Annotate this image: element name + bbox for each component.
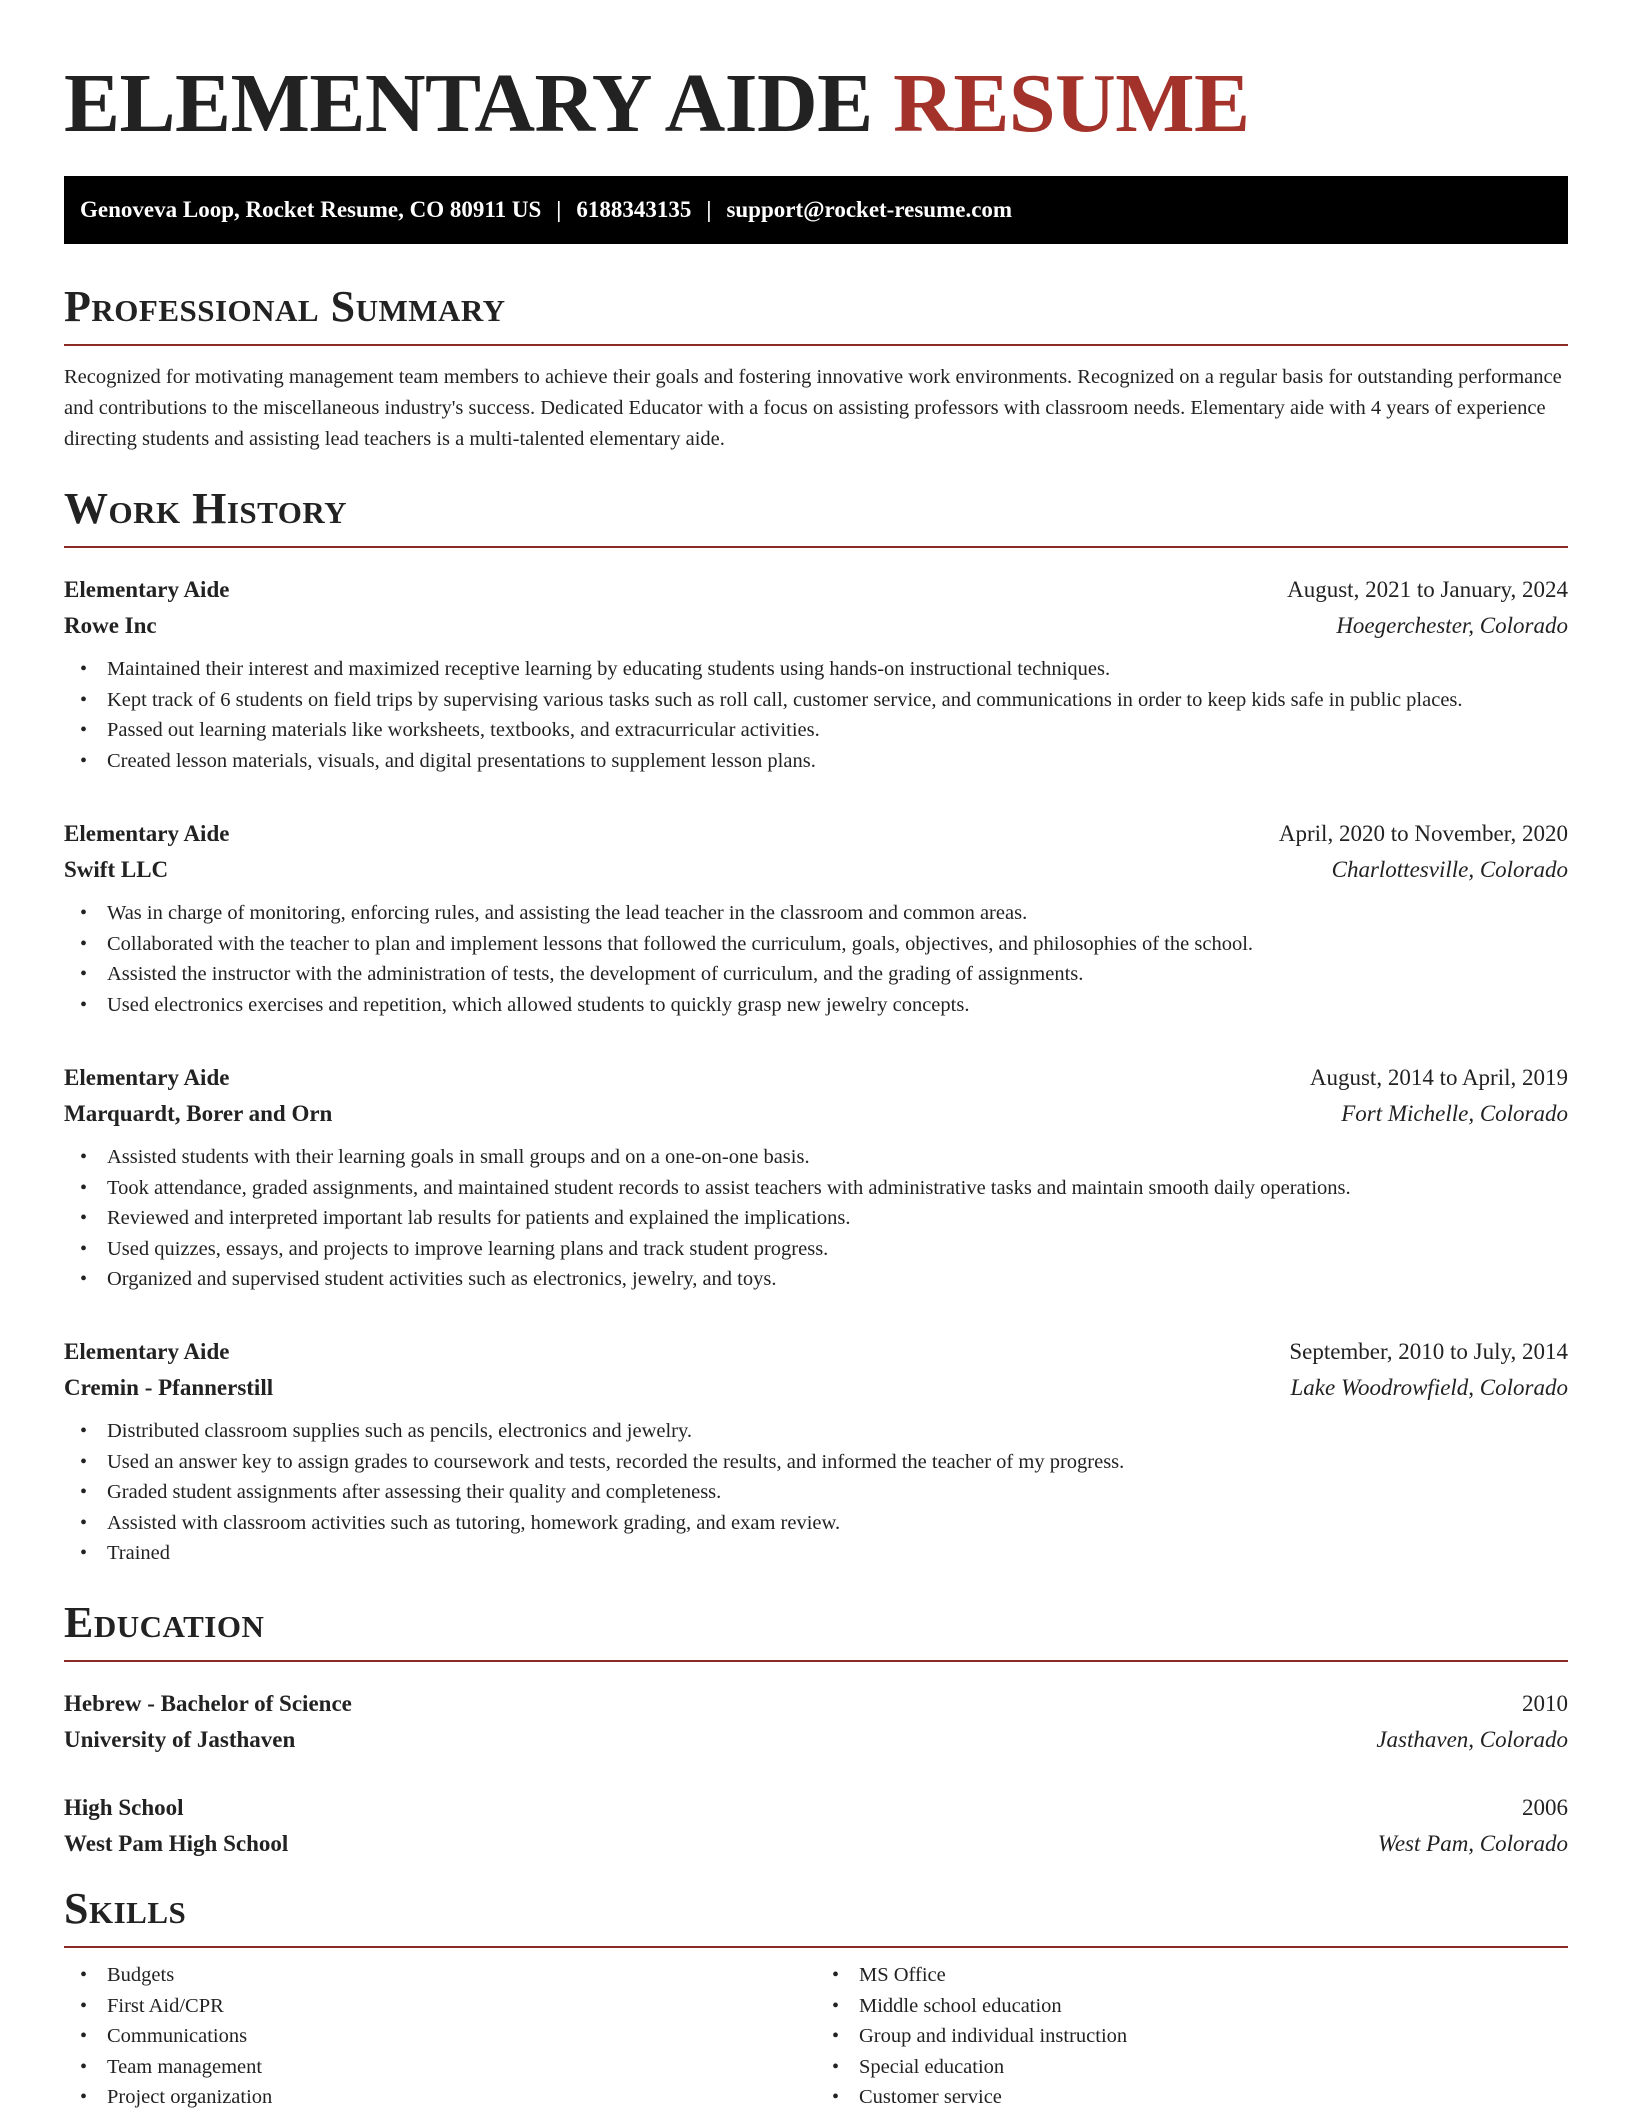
job-bullet: • Used electronics exercises and repetition, which allowed students to quickly grasp new jewelry concepts. (107, 990, 1568, 1021)
job-bullet: • Kept track of 6 students on field trips by supervising various tasks such as roll call, customer service, and communications in order to keep kids safe in public places. (107, 685, 1568, 716)
job-bullet: • Maintained their interest and maximized receptive learning by educating students using hands-on instructional techniques. (107, 654, 1568, 685)
education-year: 2010 (1522, 1691, 1568, 1716)
job-bullet: • Assisted with classroom activities such as tutoring, homework grading, and exam review. (107, 1508, 1568, 1539)
job-dates: April, 2020 to November, 2020 (1278, 821, 1568, 846)
job-bullet: • Took attendance, graded assignments, and maintained student records to assist teachers with administrative tasks and maintain smooth daily operations. (107, 1173, 1568, 1204)
job-company: Cremin - Pfannerstill (64, 1375, 274, 1400)
education-location: West Pam, Colorado (1377, 1831, 1568, 1856)
skill-item: • Middle school education (859, 1991, 1568, 2022)
job-bullet: • Graded student assignments after assessing their quality and completeness. (107, 1477, 1568, 1508)
contact-email: support@rocket-resume.com (726, 197, 1013, 222)
job-bullets (64, 654, 1568, 776)
education-degree: Hebrew - Bachelor of Science (64, 1691, 352, 1716)
education-location: Jasthaven, Colorado (1376, 1727, 1568, 1752)
education-section (64, 1598, 1568, 1662)
job-bullet: • Passed out learning materials like worksheets, textbooks, and extracurricular activities. (107, 715, 1568, 746)
job-bullet: • Assisted students with their learning goals in small groups and on a one-on-one basis. (107, 1142, 1568, 1173)
skill-item: • Team management (107, 2052, 816, 2083)
education-degree: High School (64, 1795, 184, 1820)
job-bullets (64, 898, 1568, 1020)
job-bullets (64, 1142, 1568, 1295)
skill-item: • Group and individual instruction (859, 2021, 1568, 2052)
work-history-heading: Work History (64, 484, 1568, 548)
job-location: Fort Michelle, Colorado (1341, 1101, 1568, 1126)
job-title: Elementary Aide (64, 1339, 230, 1364)
skill-item: • Communications (107, 2021, 816, 2052)
job-entry (64, 1060, 1568, 1295)
education-year: 2006 (1522, 1795, 1568, 1820)
job-company: Marquardt, Borer and Orn (64, 1101, 333, 1126)
skill-item: • Project organization (107, 2082, 816, 2112)
education-heading: Education (64, 1598, 1568, 1662)
contact-separator: | (706, 197, 712, 222)
title-accent: RESUME (893, 57, 1250, 150)
job-dates: September, 2010 to July, 2014 (1289, 1339, 1568, 1364)
summary-text: Recognized for motivating management team members to achieve their goals and fostering innovative work environments. Recognized on a regular basis for outstanding performance and contributions to the miscellaneous industry's success. Dedicated Educator with a focus on assisting professors with classroom needs. Elementary aide with 4 years of experience directing students and assisting lead teachers is a multi-talented elementary aide. (64, 366, 1562, 450)
job-bullet: • Organized and supervised student activities such as electronics, jewelry, and toys. (107, 1264, 1568, 1295)
job-title: Elementary Aide (64, 1065, 230, 1090)
job-location: Lake Woodrowfield, Colorado (1290, 1375, 1568, 1400)
skills-list-left (64, 1960, 816, 2112)
skills-columns (64, 1960, 1568, 2112)
skill-item: • Special education (859, 2052, 1568, 2083)
job-dates: August, 2014 to April, 2019 (1309, 1065, 1568, 1090)
job-company: Rowe Inc (64, 613, 157, 638)
skills-heading: Skills (64, 1884, 1568, 1948)
job-location: Hoegerchester, Colorado (1336, 613, 1568, 638)
job-bullet: • Trained (107, 1538, 1568, 1569)
education-entry (64, 1686, 1568, 1758)
education-school: University of Jasthaven (64, 1727, 296, 1752)
contact-address: Genoveva Loop, Rocket Resume, CO 80911 US (80, 197, 542, 222)
skill-item: • Budgets (107, 1960, 816, 1991)
skills-section (64, 1884, 1568, 2112)
job-bullet: • Used quizzes, essays, and projects to improve learning plans and track student progress. (107, 1234, 1568, 1265)
summary-section (64, 282, 1568, 455)
job-entry (64, 1334, 1568, 1569)
job-bullet: • Collaborated with the teacher to plan and implement lessons that followed the curriculum, goals, objectives, and philosophies of the school. (107, 929, 1568, 960)
job-bullets (64, 1416, 1568, 1569)
title-main: ELEMENTARY AIDE (64, 57, 873, 150)
skills-list-right (816, 1960, 1568, 2112)
job-title: Elementary Aide (64, 821, 230, 846)
work-history-section (64, 484, 1568, 548)
job-bullet: • Was in charge of monitoring, enforcing rules, and assisting the lead teacher in the classroom and common areas. (107, 898, 1568, 929)
job-bullet: • Created lesson materials, visuals, and digital presentations to supplement lesson plans. (107, 746, 1568, 777)
education-school: West Pam High School (64, 1831, 289, 1856)
job-bullet: • Assisted the instructor with the administration of tests, the development of curriculum, and the grading of assignments. (107, 959, 1568, 990)
job-bullet: • Reviewed and interpreted important lab results for patients and explained the implications. (107, 1203, 1568, 1234)
contact-phone: 6188343135 (576, 197, 692, 222)
skill-item: • Customer service (859, 2082, 1568, 2112)
job-title: Elementary Aide (64, 577, 230, 602)
contact-bar (64, 176, 1568, 244)
job-dates: August, 2021 to January, 2024 (1287, 577, 1568, 602)
resume-title (64, 54, 1250, 154)
education-entry (64, 1790, 1568, 1862)
job-bullet: • Used an answer key to assign grades to coursework and tests, recorded the results, and informed the teacher of my progress. (107, 1447, 1568, 1478)
job-bullet: • Distributed classroom supplies such as pencils, electronics and jewelry. (107, 1416, 1568, 1447)
skill-item: • First Aid/CPR (107, 1991, 816, 2022)
job-location: Charlottesville, Colorado (1331, 857, 1568, 882)
job-company: Swift LLC (64, 857, 169, 882)
summary-heading: Professional Summary (64, 282, 1568, 346)
skill-item: • MS Office (859, 1960, 1568, 1991)
job-entry (64, 572, 1568, 776)
job-entry (64, 816, 1568, 1020)
contact-separator: | (556, 197, 562, 222)
